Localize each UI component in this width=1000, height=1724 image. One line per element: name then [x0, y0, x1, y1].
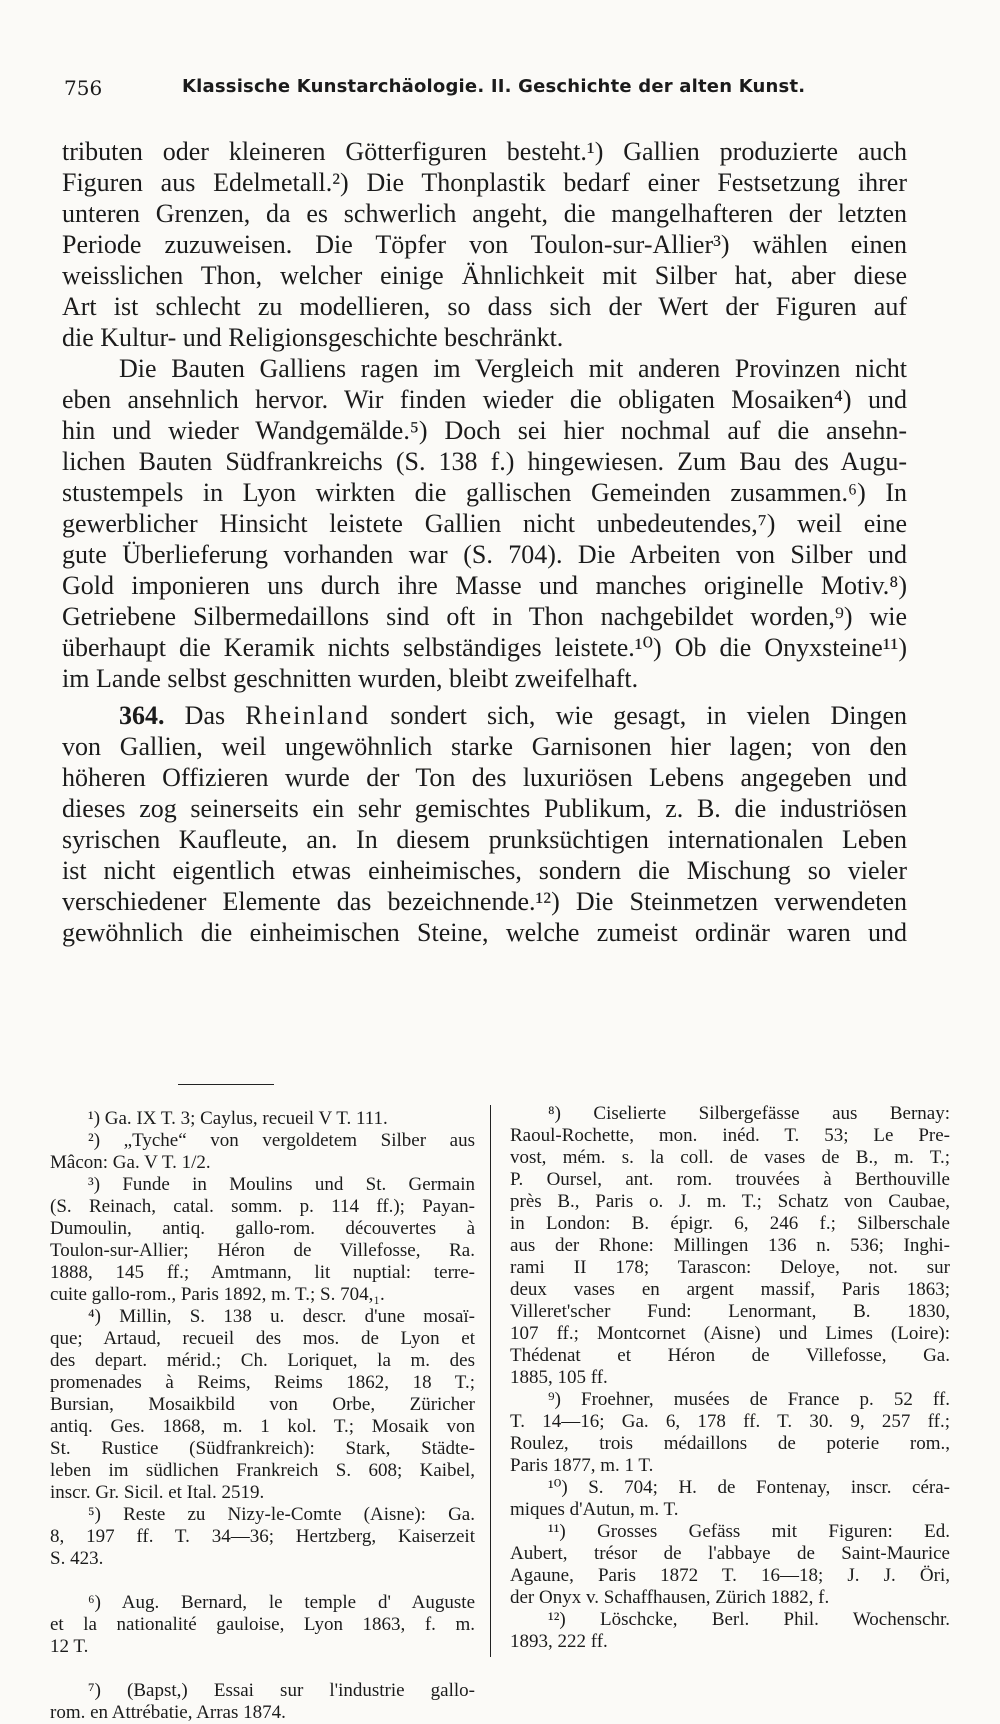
- text-line: gewerblicher Hinsicht leistete Gallien nicht unbedeutendes,⁷) weil eine: [62, 509, 907, 538]
- text-line: que; Artaud, recueil des mos. de Lyon et: [50, 1328, 475, 1349]
- text-line: Figuren aus Edelmetall.²) Die Thonplastik bedarf einer Festsetzung ihrer: [62, 168, 907, 197]
- section-keyword: Rheinland: [245, 701, 371, 730]
- text-line: ⁴) Millin, S. 138 u. descr. d'une mosaï-: [88, 1306, 475, 1327]
- text-line: 8, 197 ff. T. 34—36; Hertzberg, Kaiserzeit: [50, 1526, 475, 1547]
- text-line: verschiedener Elemente das bezeichnende.¹²) Die Steinmetzen verwendeten: [62, 887, 907, 916]
- text-line: ⁹) Froehner, musées de France p. 52 ff.: [548, 1389, 950, 1410]
- text-line: stustempels in Lyon wirkten die gallischen Gemeinden zusammen.⁶) In: [62, 478, 907, 507]
- text-line: die Kultur- und Religionsgeschichte beschränkt.: [62, 323, 564, 352]
- text-line: ¹¹) Grosses Gefäss mit Figuren: Ed.: [548, 1521, 950, 1542]
- text-line: überhaupt die Keramik nichts selbständiges leistete.¹⁰) Ob die Onyxsteine¹¹): [62, 633, 907, 662]
- text-line: hin und wieder Wandgemälde.⁵) Doch sei hier nochmal auf die ansehn-: [62, 416, 907, 445]
- text-line: ⁸) Ciselierte Silbergefässe aus Bernay:: [548, 1103, 950, 1124]
- text-line: ⁷) (Bapst,) Essai sur l'industrie gallo-: [88, 1680, 475, 1701]
- text-line: der Onyx v. Schaffhausen, Zürich 1882, f.: [510, 1587, 830, 1608]
- text-line: aus der Rhone: Millingen 136 n. 536; Inghi-: [510, 1235, 950, 1256]
- text-line: ist nicht eigentlich etwas einheimisches, sondern die Mischung so vieler: [62, 856, 907, 885]
- text-line: 1893, 222 ff.: [510, 1631, 608, 1652]
- text-line: rami II 178; Tarascon: Deloye, not. sur: [510, 1257, 950, 1278]
- text-line: cuite gallo-rom., Paris 1892, m. T.; S. 704,₁.: [50, 1284, 385, 1305]
- footnotes-left-column: [50, 1108, 475, 1724]
- text-line: 1885, 105 ff.: [510, 1367, 608, 1388]
- text-line: (S. Reinach, catal. somm. p. 114 ff.); Payan-: [50, 1196, 475, 1217]
- text-line: des depart. mérid.; Ch. Loriquet, la m. des: [50, 1350, 475, 1371]
- text-line: in London: B. épigr. 6, 246 f.; Silberschale: [510, 1213, 950, 1234]
- text-line: Dumoulin, antiq. gallo-rom. découvertes à: [50, 1218, 475, 1239]
- text-line: Raoul-Rochette, mon. inéd. T. 53; Le Pre-: [510, 1125, 950, 1146]
- text-line: Agaune, Paris 1872 T. 16—18; J. J. Öri,: [510, 1565, 950, 1586]
- text-line: eben ansehnlich hervor. Wir finden wieder die obligaten Mosaiken⁴) und: [62, 385, 907, 414]
- column-divider: [490, 1105, 491, 1657]
- text-line: gute Überlieferung vorhanden war (S. 704). Die Arbeiten von Silber und: [62, 540, 907, 569]
- text-line: leben im südlichen Frankreich S. 608; Kaibel,: [50, 1460, 475, 1481]
- text-line: S. 423.: [50, 1548, 104, 1569]
- text-line: dieses zog seinerseits ein sehr gemischtes Publikum, z. B. die industriösen: [62, 794, 907, 823]
- text-line: Paris 1877, m. 1 T.: [510, 1455, 654, 1476]
- text-line: vost, mém. s. la coll. de vases de B., m. T.;: [510, 1147, 950, 1168]
- running-head: Klassische Kunstarchäologie. II. Geschichte der alten Kunst.: [182, 76, 806, 97]
- text-line: ¹²) Löschcke, Berl. Phil. Wochenschr.: [548, 1609, 950, 1630]
- text-line: gewöhnlich die einheimischen Steine, welche zumeist ordinär waren und: [62, 918, 907, 947]
- section-first-word: Das: [184, 701, 226, 730]
- text-line: ²) „Tyche“ von vergoldetem Silber aus: [88, 1130, 475, 1151]
- text-line: ⁵) Reste zu Nizy-le-Comte (Aisne): Ga.: [88, 1504, 475, 1525]
- page-number: 756: [64, 76, 103, 100]
- paragraph: [62, 731, 907, 948]
- text-line: Art ist schlecht zu modellieren, so dass sich der Wert der Figuren auf: [62, 292, 907, 321]
- section-number: 364.: [119, 701, 165, 730]
- text-line: deux vases en argent massif, Paris 1863;: [510, 1279, 950, 1300]
- section-heading-line: [62, 700, 907, 731]
- text-line: ³) Funde in Moulins und St. Germain: [88, 1174, 475, 1195]
- text-line: Die Bauten Galliens ragen im Vergleich mit anderen Provinzen nicht: [119, 354, 907, 383]
- text-line: 107 ff.; Montcornet (Aisne) und Limes (Loire):: [510, 1323, 950, 1344]
- text-line: près B., Paris o. J. m. T.; Schatz von Caubae,: [510, 1191, 950, 1212]
- text-line: syrischen Kaufleute, an. In diesem prunksüchtigen internationalen Leben: [62, 825, 907, 854]
- text-line: promenades à Reims, Reims 1862, 18 T.;: [50, 1372, 475, 1393]
- text-line: [50, 1658, 475, 1680]
- text-line: P. Oursel, ant. rom. trouvées à Berthouville: [510, 1169, 950, 1190]
- paragraph: [62, 136, 907, 694]
- text-line: Mâcon: Ga. V T. 1/2.: [50, 1152, 211, 1173]
- footnote-rule: [178, 1084, 274, 1085]
- footnotes-right-column: [510, 1103, 950, 1653]
- text-line: Gold imponieren uns durch ihre Masse und manches originelle Motiv.⁸): [62, 571, 907, 600]
- text-line: inscr. Gr. Sicil. et Ital. 2519.: [50, 1482, 265, 1503]
- text-line: T. 14—16; Ga. 6, 178 ff. T. 30. 9, 257 ff.;: [510, 1411, 950, 1432]
- text-line: Getriebene Silbermedaillons sind oft in Thon nachgebildet worden,⁹) wie: [62, 602, 907, 631]
- text-line: 12 T.: [50, 1636, 89, 1657]
- text-line: Thédenat et Héron de Villefosse, Ga.: [510, 1345, 950, 1366]
- text-line: 1888, 145 ff.; Amtmann, lit nuptial: terre-: [50, 1262, 475, 1283]
- section-first-line-rest: sondert sich, wie gesagt, in vielen Dingen: [390, 701, 908, 730]
- text-line: tributen oder kleineren Götterfiguren besteht.¹) Gallien produzierte auch: [62, 137, 907, 166]
- text-line: unteren Grenzen, da es schwerlich angeht, die mangelhafteren der letzten: [62, 199, 907, 228]
- text-line: im Lande selbst geschnitten wurden, bleibt zweifelhaft.: [62, 664, 639, 693]
- text-line: [50, 1570, 475, 1592]
- text-line: ¹⁰) S. 704; H. de Fontenay, inscr. céra-: [548, 1477, 950, 1498]
- text-line: weisslichen Thon, welcher einige Ähnlichkeit mit Silber hat, aber diese: [62, 261, 907, 290]
- text-line: ¹) Ga. IX T. 3; Caylus, recueil V T. 111.: [88, 1108, 388, 1129]
- text-line: lichen Bauten Südfrankreichs (S. 138 f.) hingewiesen. Zum Bau des Augu-: [62, 447, 907, 476]
- text-line: Toulon-sur-Allier; Héron de Villefosse, Ra.: [50, 1240, 475, 1261]
- text-line: Bursian, Mosaikbild von Orbe, Züricher: [50, 1394, 475, 1415]
- text-line: höheren Offizieren wurde der Ton des luxuriösen Lebens angegeben und: [62, 763, 907, 792]
- text-line: St. Rustice (Südfrankreich): Stark, Städte-: [50, 1438, 475, 1459]
- text-line: antiq. Ges. 1868, m. 1 kol. T.; Mosaik von: [50, 1416, 475, 1437]
- page-header: [64, 76, 894, 116]
- text-line: Roulez, trois médaillons de poterie rom.,: [510, 1433, 950, 1454]
- text-line: et la nationalité gauloise, Lyon 1863, f. m.: [50, 1614, 475, 1635]
- text-line: miques d'Autun, m. T.: [510, 1499, 679, 1520]
- text-line: ⁶) Aug. Bernard, le temple d' Auguste: [88, 1592, 475, 1613]
- text-line: Aubert, trésor de l'abbaye de Saint-Maurice: [510, 1543, 950, 1564]
- text-line: Periode zuzuweisen. Die Töpfer von Toulon-sur-Allier³) wählen einen: [62, 230, 907, 259]
- text-line: Villeret'scher Fund: Lenormant, B. 1830,: [510, 1301, 950, 1322]
- text-line: rom. en Attrébatie, Arras 1874.: [50, 1702, 286, 1723]
- main-text: [62, 136, 907, 948]
- text-line: von Gallien, weil ungewöhnlich starke Garnisonen hier lagen; von den: [62, 732, 907, 761]
